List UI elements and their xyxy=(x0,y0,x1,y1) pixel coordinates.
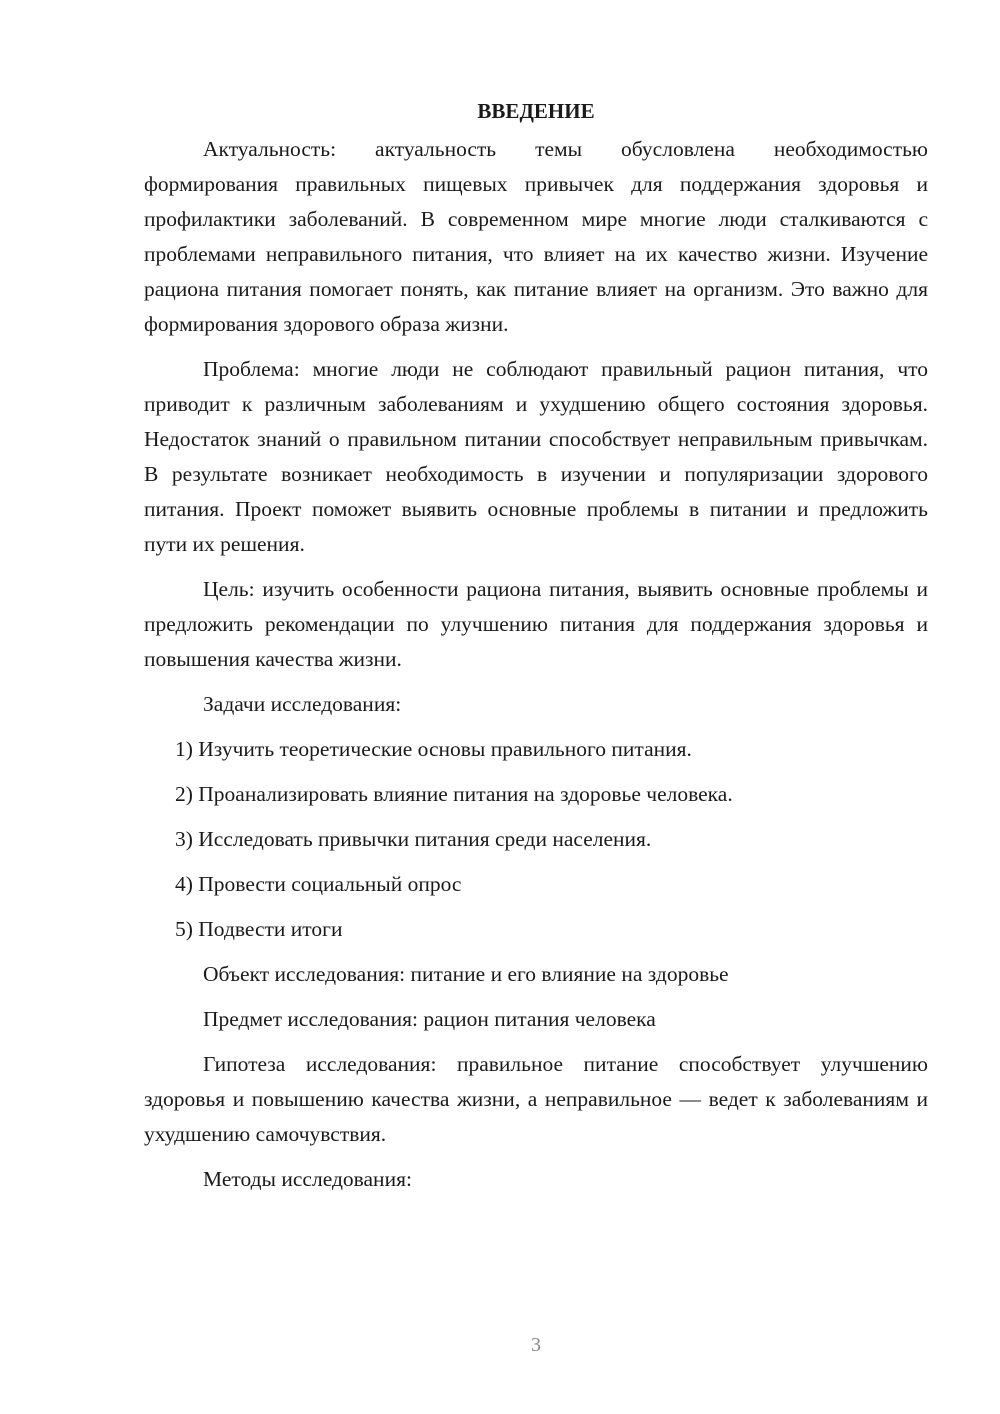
section-heading: ВВЕДЕНИЕ xyxy=(477,99,595,123)
task-item-4: 4) Провести социальный опрос xyxy=(175,872,462,896)
page-number: 3 xyxy=(531,1334,541,1356)
relevance-paragraph: Актуальность: актуальность темы обусловлена необходимостью формирования правильных пищевых привычек для поддержания здоровья и профилактики заболеваний. В современном мире многие люди сталкиваются с проблемами неправильного питания, что влияет на их качество жизни. Изучение рациона питания помогает понять, как питание влияет на организм. Это важно для формирования здорового образа жизни. xyxy=(144,137,928,336)
research-object: Объект исследования: питание и его влияние на здоровье xyxy=(203,962,729,986)
document-page xyxy=(144,96,928,1207)
tasks-title: Задачи исследования: xyxy=(203,692,402,716)
research-subject: Предмет исследования: рацион питания человека xyxy=(203,1007,656,1031)
task-item-1: 1) Изучить теоретические основы правильного питания. xyxy=(175,737,692,761)
task-item-3: 3) Исследовать привычки питания среди населения. xyxy=(175,827,652,851)
research-hypothesis: Гипотеза исследования: правильное питание способствует улучшению здоровья и повышению качества жизни, а неправильное — ведет к заболеваниям и ухудшению самочувствия. xyxy=(144,1052,928,1146)
methods-title: Методы исследования: xyxy=(203,1167,412,1191)
task-item-2: 2) Проанализировать влияние питания на здоровье человека. xyxy=(175,782,733,806)
task-item-5: 5) Подвести итоги xyxy=(175,917,343,941)
goal-paragraph: Цель: изучить особенности рациона питания, выявить основные проблемы и предложить рекомендации по улучшению питания для поддержания здоровья и повышения качества жизни. xyxy=(144,577,928,671)
problem-paragraph: Проблема: многие люди не соблюдают правильный рацион питания, что приводит к различным заболеваниям и ухудшению общего состояния здоровья. Недостаток знаний о правильном питании способствует неправильным привычкам. В результате возникает необходимость в изучении и популяризации здорового питания. Проект поможет выявить основные проблемы в питании и предложить пути их решения. xyxy=(144,357,928,556)
